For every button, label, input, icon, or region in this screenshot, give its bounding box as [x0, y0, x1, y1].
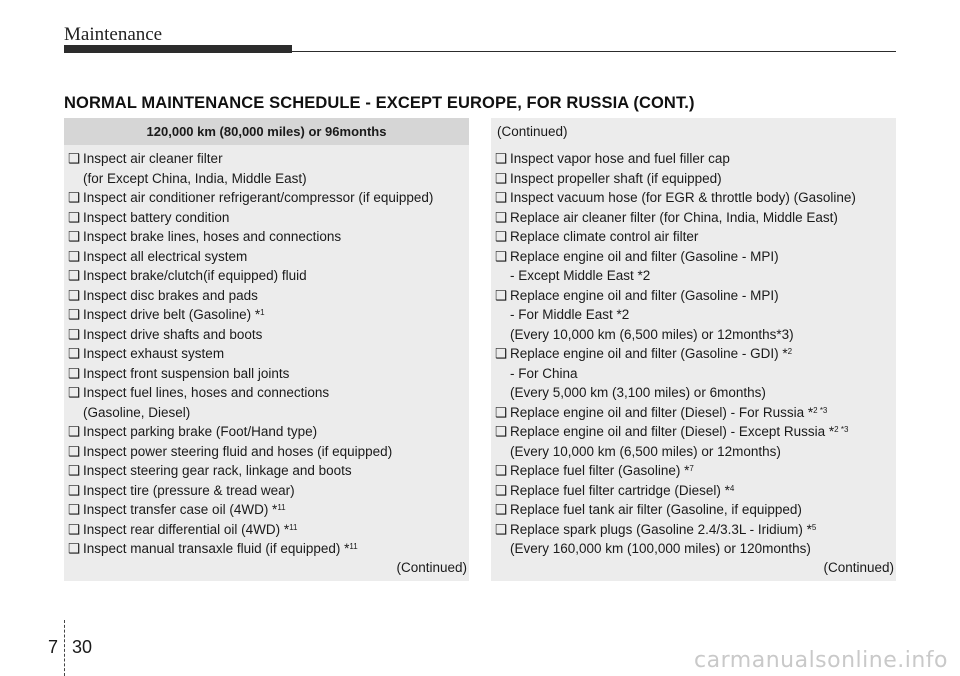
list-item [495, 500, 890, 520]
list-item-text: Inspect vapor hose and fuel filler cap [510, 151, 730, 166]
footnote-mark: 2 [787, 347, 793, 356]
list-item [495, 286, 890, 306]
list-item [68, 208, 463, 228]
list-item-text: Inspect propeller shaft (if equipped) [510, 170, 722, 186]
section-header-title: Maintenance [64, 24, 163, 45]
list-item-detail: (Every 10,000 km (6,500 miles) or 12months*3) [510, 326, 794, 342]
list-item [495, 481, 890, 501]
checkbox-icon: ❑ [495, 521, 508, 537]
list-item [68, 266, 463, 286]
checkbox-icon: ❑ [495, 482, 508, 498]
checkbox-icon: ❑ [68, 190, 81, 205]
list-item [495, 422, 890, 442]
list-item-text: Inspect power steering fluid and hoses (if equipped) [83, 443, 393, 459]
schedule-column-right [491, 118, 896, 581]
checkbox-icon: ❑ [495, 424, 508, 439]
list-item [68, 344, 463, 364]
list-item-text: Inspect transfer case oil (4WD) * [83, 502, 278, 517]
chapter-number: 7 [48, 637, 59, 657]
checkbox-icon: ❑ [68, 287, 81, 303]
list-item [495, 188, 890, 208]
continued-label: (Continued) [396, 560, 467, 575]
list-item-text: Replace air cleaner filter (for China, India, Middle East) [510, 209, 838, 225]
header-rule [292, 51, 896, 52]
list-item [495, 208, 890, 228]
list-item [68, 227, 463, 247]
checkbox-icon: ❑ [68, 209, 81, 225]
checkbox-icon: ❑ [495, 190, 508, 205]
list-item-text: Replace engine oil and filter (Gasoline - MPI) [510, 248, 779, 264]
list-item [68, 364, 463, 384]
checkbox-icon: ❑ [495, 404, 508, 420]
checkbox-icon: ❑ [68, 521, 81, 537]
checkbox-icon: ❑ [495, 151, 508, 166]
checklist [491, 145, 896, 559]
list-item-detail: - For Middle East *2 [510, 307, 630, 322]
checkbox-icon: ❑ [495, 502, 508, 517]
list-item-text: Inspect steering gear rack, linkage and boots [83, 463, 352, 478]
checkbox-icon: ❑ [68, 151, 81, 166]
list-item [68, 383, 463, 403]
list-item-text: Inspect air conditioner refrigerant/compressor (if equipped) [83, 190, 434, 205]
footnote-mark: 2 *3 [813, 405, 828, 415]
list-item [495, 149, 890, 169]
footnote-mark: 4 [729, 483, 735, 493]
page-title: NORMAL MAINTENANCE SCHEDULE - EXCEPT EUROPE, FOR RUSSIA (CONT.) [64, 94, 695, 112]
list-item-detail: (Gasoline, Diesel) [83, 404, 191, 420]
interval-heading: 120,000 km (80,000 miles) or 96months [64, 118, 469, 145]
checkbox-icon: ❑ [68, 482, 81, 498]
list-item-detail: - Except Middle East *2 [510, 268, 651, 283]
list-item [68, 500, 463, 520]
checkbox-icon: ❑ [495, 229, 508, 244]
list-item-detail: (Every 10,000 km (6,500 miles) or 12months) [510, 443, 781, 459]
list-item [68, 442, 463, 462]
continued-heading: (Continued) [497, 124, 568, 139]
list-item [68, 305, 463, 325]
list-item-text: Inspect all electrical system [83, 248, 248, 264]
checkbox-icon: ❑ [68, 346, 81, 361]
list-item-text: Inspect drive belt (Gasoline) * [83, 307, 261, 322]
checkbox-icon: ❑ [68, 268, 81, 283]
list-item [495, 403, 890, 423]
list-item-detail: (for Except China, India, Middle East) [83, 170, 307, 186]
checkbox-icon: ❑ [68, 385, 81, 400]
watermark: carmanualsonline.info [694, 648, 948, 673]
checkbox-icon: ❑ [495, 170, 508, 186]
list-item [68, 286, 463, 306]
list-item [68, 149, 463, 169]
footnote-mark: 1 [260, 308, 265, 317]
list-item-text: Inspect manual transaxle fluid (if equipped) * [83, 541, 350, 556]
list-item [495, 520, 890, 540]
checkbox-icon: ❑ [68, 541, 81, 556]
list-item [68, 188, 463, 208]
checkbox-icon: ❑ [68, 365, 81, 381]
footnote-mark: 7 [689, 464, 694, 473]
list-item-detail: - For China [510, 365, 578, 381]
list-item-text: Inspect fuel lines, hoses and connections [83, 385, 330, 400]
continued-label: (Continued) [823, 560, 894, 575]
page-number-divider [64, 620, 65, 676]
page-number: 30 [72, 637, 93, 657]
list-item-text: Replace engine oil and filter (Gasoline - GDI) * [510, 346, 788, 361]
list-item-text: Inspect brake lines, hoses and connections [83, 229, 342, 244]
list-item [68, 325, 463, 345]
list-item-text: Inspect rear differential oil (4WD) * [83, 521, 290, 537]
checkbox-icon: ❑ [495, 346, 508, 361]
footnote-mark: 2 *3 [834, 425, 849, 434]
checkbox-icon: ❑ [68, 229, 81, 244]
checkbox-icon: ❑ [68, 502, 81, 517]
checkbox-icon: ❑ [68, 443, 81, 459]
list-item [68, 520, 463, 540]
list-item [495, 247, 890, 267]
list-item-text: Replace engine oil and filter (Gasoline - MPI) [510, 287, 779, 303]
list-item-detail: (Every 5,000 km (3,100 miles) or 6months) [510, 385, 766, 400]
checkbox-icon: ❑ [495, 209, 508, 225]
list-item-text: Inspect front suspension ball joints [83, 365, 290, 381]
list-item-text: Replace fuel filter cartridge (Diesel) * [510, 482, 730, 498]
list-item [495, 169, 890, 189]
list-item-text: Inspect brake/clutch(if equipped) fluid [83, 268, 307, 283]
checkbox-icon: ❑ [495, 287, 508, 303]
list-item-text: Inspect tire (pressure & tread wear) [83, 482, 295, 498]
checkbox-icon: ❑ [68, 248, 81, 264]
checkbox-icon: ❑ [495, 463, 508, 478]
list-item-text: Replace climate control air filter [510, 229, 699, 244]
list-item [68, 539, 463, 559]
list-item-text: Replace engine oil and filter (Diesel) - Except Russia * [510, 424, 835, 439]
header-bar [64, 45, 292, 53]
list-item [68, 422, 463, 442]
list-item [68, 247, 463, 267]
footnote-mark: 11 [289, 522, 298, 532]
checkbox-icon: ❑ [68, 307, 81, 322]
list-item-text: Inspect disc brakes and pads [83, 287, 258, 303]
list-item [68, 481, 463, 501]
list-item-text: Replace spark plugs (Gasoline 2.4/3.3L - Iridium) * [510, 521, 812, 537]
list-item-text: Replace fuel tank air filter (Gasoline, if equipped) [510, 502, 802, 517]
list-item-text: Inspect air cleaner filter [83, 151, 223, 166]
list-item [68, 461, 463, 481]
footnote-mark: 11 [277, 503, 286, 512]
list-item-text: Inspect battery condition [83, 209, 230, 225]
list-item-text: Inspect parking brake (Foot/Hand type) [83, 424, 318, 439]
list-item [495, 344, 890, 364]
checklist [64, 145, 469, 559]
list-item [495, 461, 890, 481]
footnote-mark: 5 [811, 522, 817, 532]
checkbox-icon: ❑ [68, 463, 81, 478]
footnote-mark: 11 [349, 542, 358, 551]
list-item-text: Inspect exhaust system [83, 346, 225, 361]
checkbox-icon: ❑ [68, 326, 81, 342]
checkbox-icon: ❑ [68, 424, 81, 439]
list-item-text: Replace fuel filter (Gasoline) * [510, 463, 690, 478]
list-item-text: Replace engine oil and filter (Diesel) - For Russia * [510, 404, 814, 420]
list-item-detail: (Every 160,000 km (100,000 miles) or 120months) [510, 541, 811, 556]
list-item [495, 227, 890, 247]
checkbox-icon: ❑ [495, 248, 508, 264]
list-item-text: Inspect drive shafts and boots [83, 326, 263, 342]
schedule-column-left [64, 118, 469, 581]
list-item-text: Inspect vacuum hose (for EGR & throttle body) (Gasoline) [510, 190, 856, 205]
